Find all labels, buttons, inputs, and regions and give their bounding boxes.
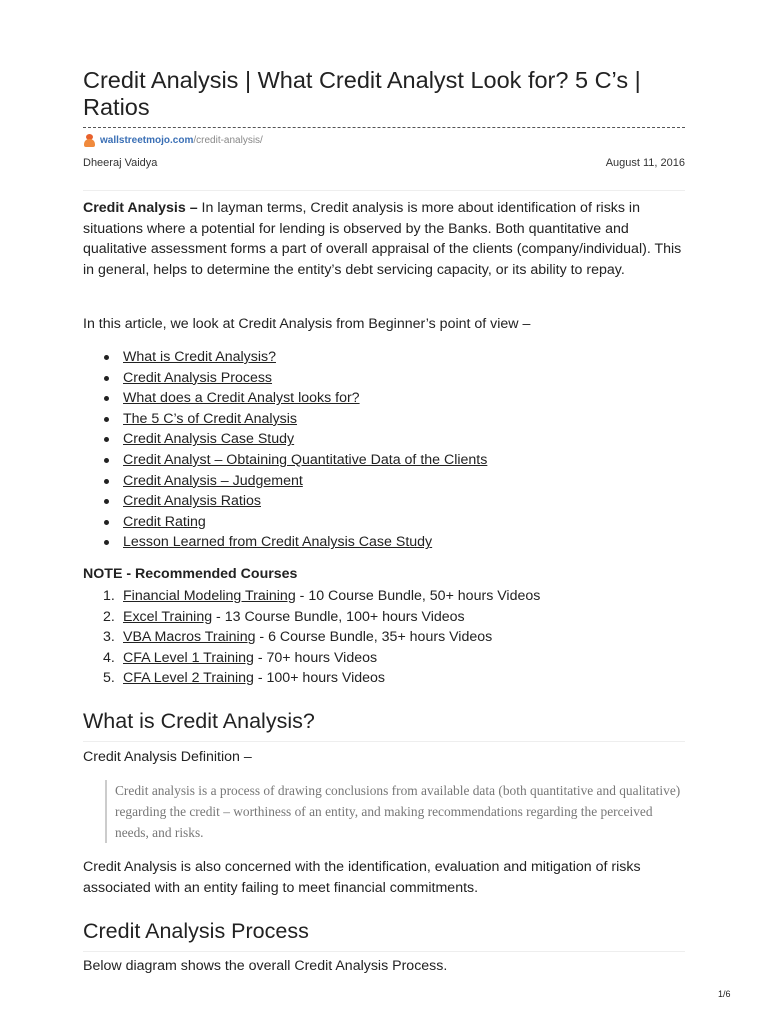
course-link[interactable]: CFA Level 1 Training [123,649,254,666]
course-number: 3. [103,629,115,646]
course-detail: - 70+ hours Videos [253,649,378,666]
site-logo-icon [83,134,96,147]
toc-link[interactable]: What does a Credit Analyst looks for? [123,390,360,407]
course-detail: - 100+ hours Videos [253,670,385,687]
intro-paragraph [83,198,685,280]
toc-link[interactable]: Lesson Learned from Credit Analysis Case Study [123,534,433,551]
toc-item [123,368,487,389]
section-divider [83,951,685,952]
toc-item [123,512,487,533]
toc-link[interactable]: Credit Analysis Process [123,369,273,386]
author-name: Dheeraj Vaidya [83,157,158,169]
table-of-contents [83,347,487,553]
toc-item [123,409,487,430]
course-detail: - 6 Course Bundle, 35+ hours Videos [255,629,493,646]
course-link[interactable]: Excel Training [123,608,213,625]
toc-item [123,471,487,492]
source-domain-link[interactable]: wallstreetmojo.com [100,135,194,146]
toc-item [123,388,487,409]
toc-link[interactable]: What is Credit Analysis? [123,349,276,365]
recommended-courses-list [83,586,540,689]
course-item [103,607,540,628]
course-number: 4. [103,649,115,666]
intro-text: In layman terms, Credit analysis is more about identification of risks in situations where a potential for lending is observed by the Banks. Both quantitative and qualitative assessment forms a part of overall appraisal of the clients (company/individual). This in general, helps to determine the entity’s debt servicing capacity, or its ability to repay. [83,200,682,278]
section-heading-process: Credit Analysis Process [83,919,309,943]
course-item [103,648,540,669]
toc-item [123,491,487,512]
course-link[interactable]: VBA Macros Training [123,629,256,646]
toc-link[interactable]: Credit Analyst – Obtaining Quantitative Data of the Clients [123,451,488,468]
source-path: /credit-analysis/ [193,135,263,146]
toc-link[interactable]: Credit Analysis Ratios [123,493,261,510]
meta-divider [83,190,685,191]
recommended-courses-heading: NOTE - Recommended Courses [83,566,298,582]
page-indicator: 1/6 [718,989,731,999]
definition-quote: Credit analysis is a process of drawing conclusions from available data (both quantitative and qualitative) regarding the credit – worthiness of an entity, and making recommendations regarding the perceived needs, and risks. [105,780,683,843]
section-paragraph: Below diagram shows the overall Credit Analysis Process. [83,958,448,974]
toc-lead-in: In this article, we look at Credit Analysis from Beginner’s point of view – [83,316,531,332]
publish-date: August 11, 2016 [605,157,685,169]
course-item [103,668,540,689]
article-title: Credit Analysis | What Credit Analyst Look for? 5 C’s | Ratios [83,67,641,120]
toc-link[interactable]: Credit Analysis Case Study [123,431,295,448]
toc-item [123,429,487,450]
section-divider [83,741,685,742]
source-line [83,134,263,147]
section-paragraph: Credit Analysis is also concerned with the identification, evaluation and mitigation of risks associated with an entity failing to meet financial commitments. [83,859,641,896]
toc-link[interactable]: Credit Analysis – Judgement [123,472,303,489]
toc-item [123,532,487,553]
title-divider [83,127,685,128]
definition-label: Credit Analysis Definition – [83,749,252,765]
course-link[interactable]: Financial Modeling Training [123,588,296,604]
course-detail: - 13 Course Bundle, 100+ hours Videos [212,608,465,625]
toc-link[interactable]: The 5 C’s of Credit Analysis [123,410,298,427]
course-item [103,627,540,648]
course-item [103,586,541,607]
course-detail: - 10 Course Bundle, 50+ hours Videos [295,588,541,604]
section-heading-what-is: What is Credit Analysis? [83,709,315,733]
course-number: 1. [103,588,115,604]
course-number: 2. [103,608,115,625]
toc-item [123,450,487,471]
intro-lead-bold: Credit Analysis – [83,200,198,216]
course-link[interactable]: CFA Level 2 Training [123,670,254,687]
toc-item [123,347,487,368]
course-number: 5. [103,670,115,687]
toc-link[interactable]: Credit Rating [123,513,206,530]
